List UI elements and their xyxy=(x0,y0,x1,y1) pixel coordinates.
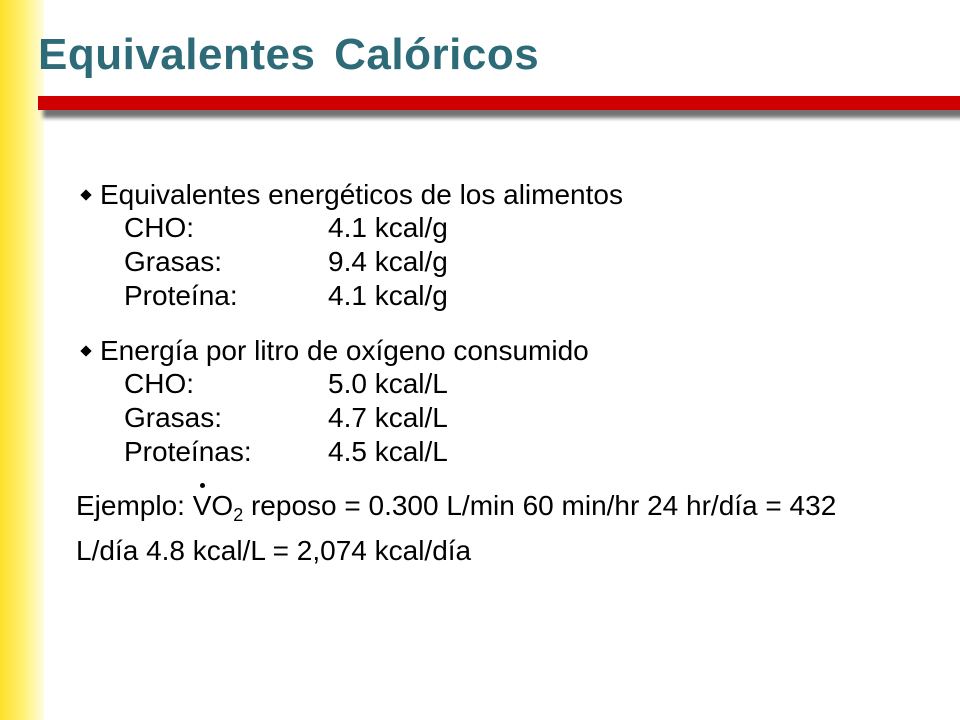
row-protein-grams xyxy=(124,280,448,312)
example-part-2: 60 min/hr xyxy=(522,490,648,521)
row-fat-grams xyxy=(124,246,448,278)
row-fat-liter xyxy=(124,402,448,434)
example-part-4: 4.8 kcal/L = 2,074 kcal/día xyxy=(146,535,472,566)
vo2-o: O xyxy=(211,490,234,521)
bullet-text: Equivalentes energéticos de los alimentos xyxy=(100,179,623,210)
vo2-subscript: 2 xyxy=(233,505,244,525)
slide-title: Equivalentes Calóricos xyxy=(38,30,540,79)
row-label: Grasas: xyxy=(124,246,223,277)
row-protein-liter xyxy=(124,436,448,468)
row-label: CHO: xyxy=(124,368,194,399)
diamond-bullet-icon xyxy=(80,189,91,200)
row-cho-liter xyxy=(124,368,448,400)
example-part-1: reposo = 0.300 L/min xyxy=(243,490,523,521)
row-cho-grams xyxy=(124,212,448,244)
bullet-text: Energía por litro de oxígeno consumido xyxy=(100,335,589,366)
row-value: 4.1 kcal/g xyxy=(328,280,448,311)
bullet-food-energy xyxy=(78,178,623,212)
row-label: CHO: xyxy=(124,212,194,243)
row-value: 9.4 kcal/g xyxy=(328,246,448,277)
row-label: Grasas: xyxy=(124,402,223,433)
row-value: 4.1 kcal/g xyxy=(328,212,448,243)
row-label: Proteínas: xyxy=(124,436,252,467)
row-label: Proteína: xyxy=(124,280,238,311)
diamond-bullet-icon xyxy=(80,345,91,356)
example-prefix: Ejemplo: xyxy=(76,490,193,521)
bullet-oxygen-energy xyxy=(78,334,589,368)
vo2-v-dot: V xyxy=(193,488,212,524)
row-value: 4.7 kcal/L xyxy=(328,402,448,433)
example-part-3: 24 hr/día = 432 L/día xyxy=(76,490,837,566)
row-value: 5.0 kcal/L xyxy=(328,368,448,399)
title-underline-rule xyxy=(38,96,960,110)
row-value: 4.5 kcal/L xyxy=(328,436,448,467)
example-calculation xyxy=(76,488,856,569)
